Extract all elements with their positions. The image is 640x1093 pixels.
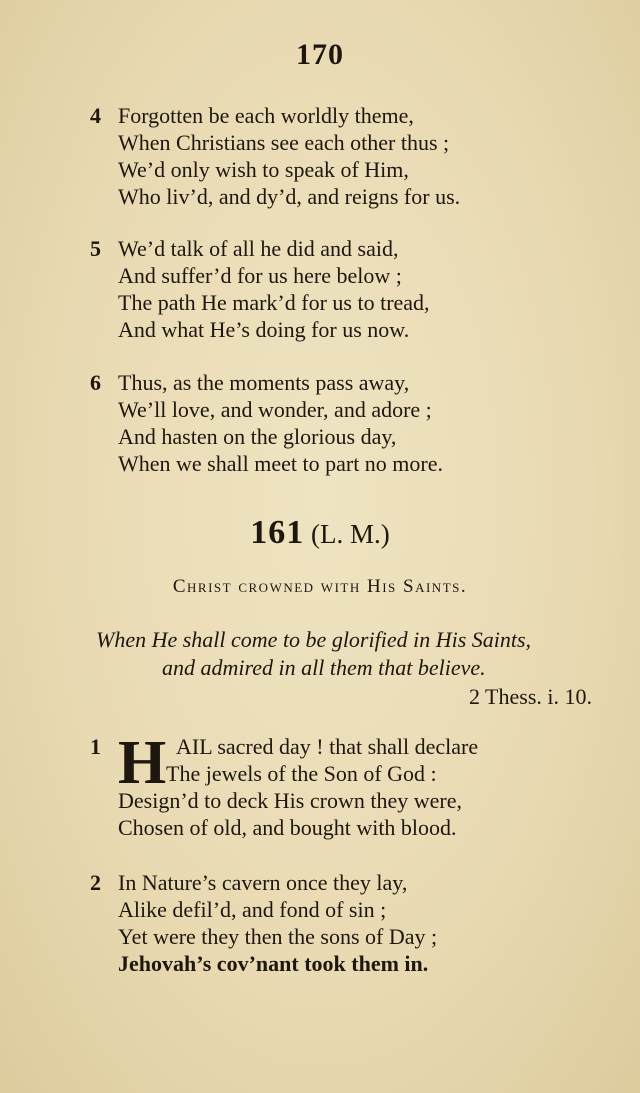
stanza-4 [90,102,570,210]
verse-line: When Christians see each other thus ; [118,130,450,155]
stanza-2 [90,869,570,977]
verse-line: Thus, as the moments pass away, [118,370,410,395]
epigraph-line: and admired in all them that believe. [162,655,486,680]
verse-line: When we shall meet to part no more. [118,451,444,476]
verse-line: And hasten on the glorious day, [118,424,397,449]
hymn-heading [0,514,640,552]
verse-line: The path He mark’d for us to tread, [118,290,430,315]
hymn-meter: (L. M.) [311,519,390,549]
stanza-number: 6 [90,370,101,395]
hymn-number: 161 [250,514,305,551]
verse-line: Jehovah’s cov’nant took them in. [118,951,429,976]
verse-line: AIL sacred day ! that shall declare [176,734,479,759]
scripture-reference: 2 Thess. i. 10. [468,684,592,709]
verse-line: We’ll love, and wonder, and adore ; [118,397,432,422]
verse-line: And what He’s doing for us now. [118,317,410,342]
verse-line: Yet were they then the sons of Day ; [118,924,438,949]
epigraph [96,626,596,712]
stanza-number: 4 [90,103,101,128]
verse-line: And suffer’d for us here below ; [118,263,402,288]
verse-line: Forgotten be each worldly theme, [118,103,414,128]
verse-line: Design’d to deck His crown they were, [118,788,462,813]
verse-line: Who liv’d, and dy’d, and reigns for us. [118,184,461,209]
stanza-number: 2 [90,870,101,895]
stanza-5 [90,235,570,343]
verse-line: Chosen of old, and bought with blood. [118,815,457,840]
stanza-6 [90,369,570,477]
verse-line: We’d only wish to speak of Him, [118,157,409,182]
verse-line: The jewels of the Son of God : [166,761,437,786]
drop-cap: H [118,729,167,797]
hymn-title: Christ crowned with His Saints. [172,576,468,597]
epigraph-line: When He shall come to be glorified in His Saints, [96,627,532,652]
verse-line: We’d talk of all he did and said, [118,236,399,261]
verse-line: Alike defil’d, and fond of sin ; [118,897,387,922]
stanza-1 [90,729,570,841]
page-number: 170 [296,38,344,71]
verse-line: In Nature’s cavern once they lay, [118,870,408,895]
stanza-number: 1 [90,734,101,759]
stanza-number: 5 [90,236,101,261]
